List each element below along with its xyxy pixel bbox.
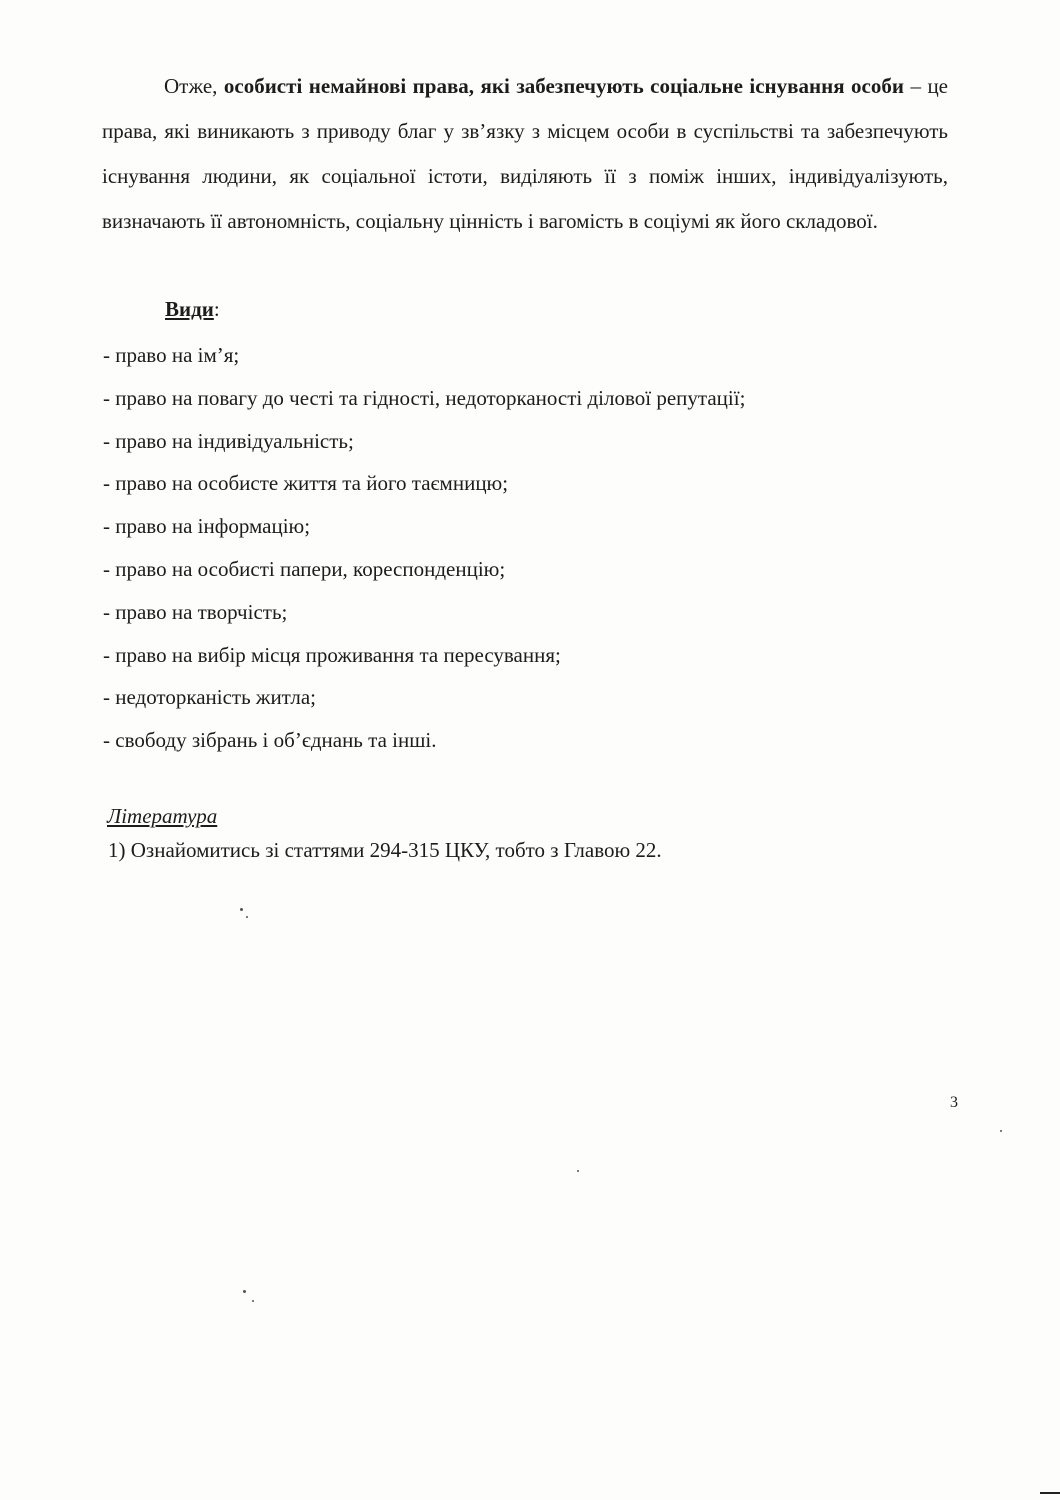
paragraph-bold-term: особисті немайнові права, які забезпечують соціальне існування особи [223, 74, 904, 98]
paragraph-lead: Отже, [164, 74, 224, 98]
types-heading [165, 291, 220, 327]
literature-heading: Література [107, 804, 218, 828]
list-item: - право на індивідуальність; [103, 428, 354, 453]
list-item: - право на ім’я; [103, 343, 240, 367]
rights-list [103, 334, 943, 762]
scan-speck [577, 1170, 579, 1172]
types-heading-colon: : [213, 297, 220, 321]
scan-speck [1000, 1130, 1002, 1132]
list-item: - право на особисті папери, кореспонденцію; [103, 556, 506, 581]
scan-speck [246, 916, 248, 918]
types-heading-label: Види [165, 297, 214, 321]
literature-item: 1) Ознайомитись зі статтями 294-315 ЦКУ, тобто з Главою 22. [108, 838, 662, 862]
scan-speck [243, 1290, 246, 1293]
scan-speck [240, 908, 243, 911]
list-item: - право на творчість; [103, 599, 288, 624]
list-item: - свободу зібрань і об’єднань та інші. [103, 728, 437, 753]
page-number: 3 [950, 1094, 958, 1111]
list-item: - право на повагу до честі та гідності, недоторканості ділової репутації; [103, 385, 746, 410]
intro-paragraph [102, 64, 948, 244]
paragraph-rest: – це права, які виникають з приводу благ у зв’язку з місцем особи в суспільстві та забезпечують існування людини, як соціальної істоти, виділяють її з поміж інших, індивідуалізують, визначають її автономність, соціальну цінність і вагомість в соціумі як його складової. [102, 74, 948, 233]
scan-speck [252, 1300, 254, 1302]
list-item: - право на вибір місця проживання та пересування; [103, 642, 561, 667]
list-item: - право на інформацію; [103, 514, 311, 539]
scan-edge-mark [1040, 1492, 1060, 1494]
list-item: - недоторканість житла; [103, 685, 316, 710]
list-item: - право на особисте життя та його таємницю; [103, 471, 509, 496]
